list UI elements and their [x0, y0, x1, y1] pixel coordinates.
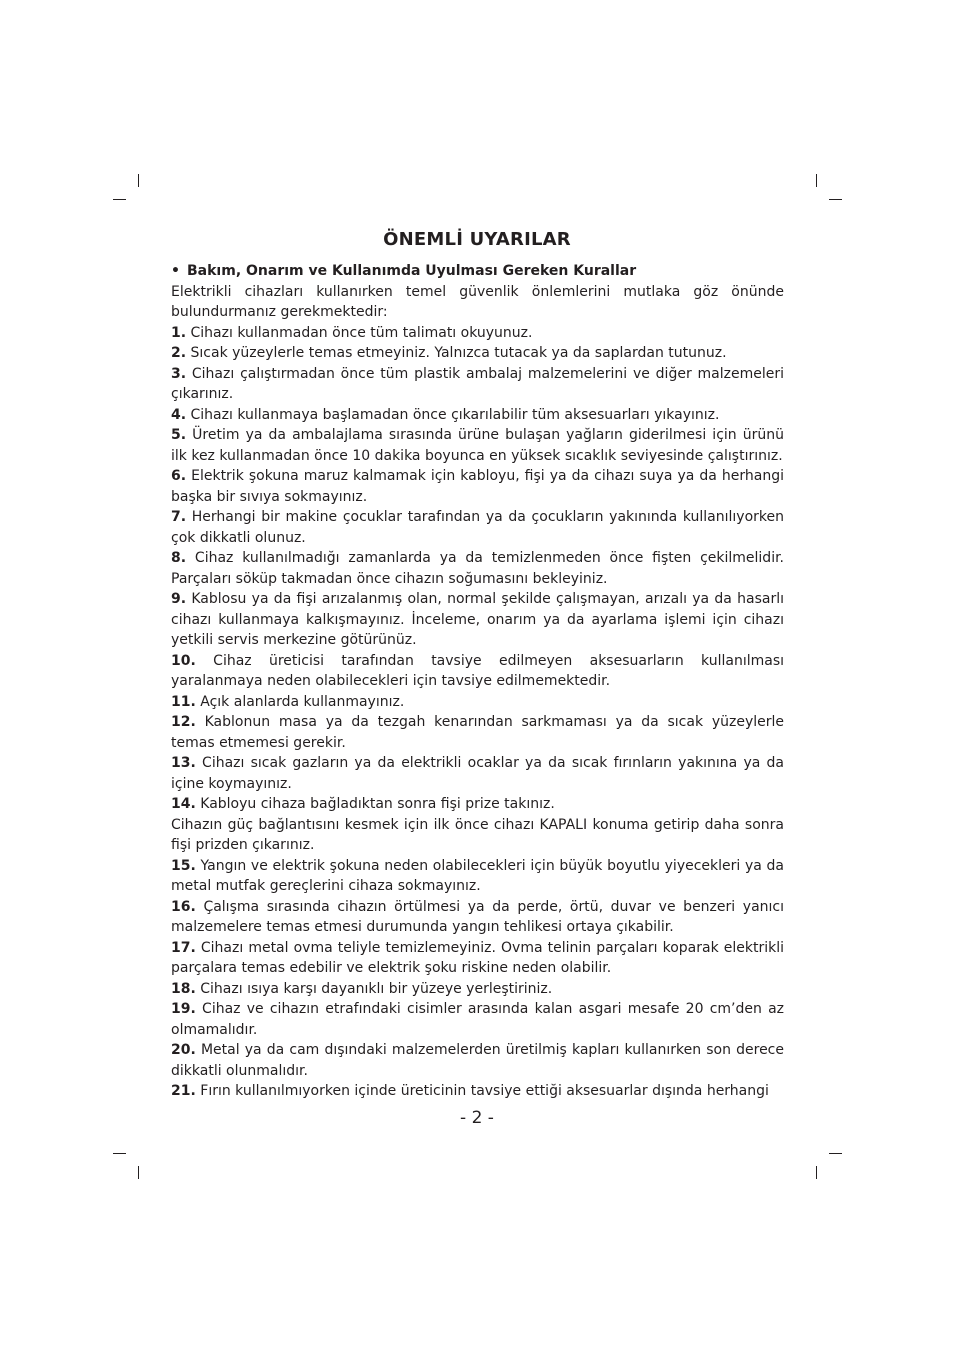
item-text: Kabloyu cihaza bağladıktan sonra fişi prize takınız.	[200, 796, 555, 812]
list-item	[171, 323, 784, 344]
list-item	[171, 753, 784, 794]
item-text: Cihazı metal ovma teliyle temizlemeyiniz. Ovma telinin parçaları koparak elektrikli parçalara temas edebilir ve elektrik şoku riskine neden olabilir.	[171, 939, 784, 976]
item-text: Herhangi bir makine çocuklar tarafından ya da çocukların yakınında kullanılıyorken çok dikkatli olunuz.	[171, 509, 784, 546]
item-text: Çalışma sırasında cihazın örtülmesi ya da perde, örtü, duvar ve benzeri yanıcı malzemelere temas etmesi durumunda yangın tehlikesi ortaya çıkabilir.	[171, 898, 784, 935]
list-item	[171, 1040, 784, 1081]
item-text: Cihazı kullanmaya başlamadan önce çıkarılabilir tüm aksesuarları yıkayınız.	[190, 406, 720, 423]
item-text: Cihaz kullanılmadığı zamanlarda ya da temizlenmeden önce fişten çekilmelidir. Parçaları söküp takmadan önce cihazın soğumasını bekleyiniz.	[171, 550, 785, 587]
section-heading-text: Bakım, Onarım ve Kullanımda Uyulması Gereken Kurallar	[187, 263, 637, 279]
item-number: 17.	[171, 939, 196, 956]
warnings-section	[171, 261, 784, 1102]
list-item	[171, 548, 784, 589]
page-title: ÖNEMLİ UYARILAR	[383, 229, 571, 250]
item-text: Sıcak yüzeylerle temas etmeyiniz. Yalnızca tutacak ya da saplardan tutunuz.	[190, 345, 727, 361]
item-number: 14.	[171, 796, 196, 812]
list-item	[171, 651, 784, 692]
list-item	[171, 507, 784, 548]
item-number: 21.	[171, 1083, 196, 1099]
list-item	[171, 897, 784, 938]
item-number: 3.	[171, 365, 187, 382]
item-number: 1.	[171, 324, 187, 341]
item-text: Cihazı çalıştırmadan önce tüm plastik ambalaj malzemelerini ve diğer malzemeleri çıkarınız.	[171, 365, 784, 402]
crop-mark	[138, 174, 139, 187]
item-text: Elektrik şokuna maruz kalmamak için kabloyu, fişi ya da cihazı suya ya da herhangi başka bir sıvıya sokmayınız.	[171, 468, 784, 505]
list-item	[171, 425, 784, 466]
crop-mark	[829, 1153, 842, 1154]
warning-list	[171, 323, 784, 1102]
list-item	[171, 405, 784, 426]
list-item	[171, 712, 784, 753]
item-text: Metal ya da cam dışındaki malzemelerden üretilmiş kapları kullanırken son derece dikkatli olunmalıdır.	[171, 1042, 784, 1079]
list-item	[171, 466, 784, 507]
list-item	[171, 589, 784, 651]
list-item	[171, 1081, 784, 1102]
item-text: Yangın ve elektrik şokuna neden olabilecekleri için büyük boyutlu yiyecekleri ya da metal mutfak gereçlerini cihaza sokmayınız.	[171, 857, 785, 894]
item-number: 6.	[171, 468, 187, 484]
item-text: Üretim ya da ambalajlama sırasında ürüne bulaşan yağların giderilmesi için ürünü ilk kez kullanmadan önce 10 dakika boyunca en yüksek sıcaklık seviyesinde çalıştırınız.	[171, 427, 784, 464]
item-number: 7.	[171, 509, 187, 525]
section-heading	[171, 261, 784, 282]
crop-mark	[816, 174, 817, 187]
item-text: Fırın kullanılmıyorken içinde üreticinin tavsiye ettiği aksesuarlar dışında herhangi	[200, 1083, 769, 1099]
item-number: 19.	[171, 1001, 196, 1017]
item-text: Cihazı ısıya karşı dayanıklı bir yüzeye yerleştiriniz.	[200, 980, 553, 997]
item-number: 10.	[171, 652, 196, 669]
item-text: Kablonun masa ya da tezgah kenarından sarkmaması ya da sıcak yüzeylerle temas etmemesi gerekir.	[171, 714, 784, 751]
item-number: 11.	[171, 693, 196, 710]
item-text: Cihazın güç bağlantısını kesmek için ilk önce cihazı KAPALI konuma getirip daha sonra fişi prizden çıkarınız.	[171, 816, 784, 853]
list-item	[171, 938, 784, 979]
list-item	[171, 343, 784, 364]
list-item	[171, 856, 784, 897]
crop-mark	[829, 199, 842, 200]
item-text: Açık alanlarda kullanmayınız.	[200, 693, 405, 710]
item-number: 2.	[171, 345, 187, 361]
list-item	[171, 692, 784, 713]
item-number: 20.	[171, 1042, 196, 1058]
bullet: •	[171, 263, 180, 279]
item-number: 18.	[171, 980, 196, 997]
item-text: Cihazı sıcak gazların ya da elektrikli ocaklar ya da sıcak fırınların yakınına ya da içine koymayınız.	[171, 755, 784, 792]
item-number: 5.	[171, 427, 187, 443]
crop-mark	[816, 1166, 817, 1179]
item-number: 12.	[171, 714, 196, 730]
item-number: 16.	[171, 898, 196, 915]
item-text: Kablosu ya da fişi arızalanmış olan, normal şekilde çalışmayan, arızalı ya da hasarlı cihazı kullanmaya kalkışmayınız. İnceleme, onarım ya da ayarlama işlemi için cihazı yetkili servis merkezine götürünüz.	[171, 591, 785, 648]
list-item	[171, 815, 784, 856]
page-number: - 2 -	[460, 1108, 494, 1128]
item-number: 4.	[171, 406, 187, 423]
item-text: Cihaz ve cihazın etrafındaki cisimler arasında kalan asgari mesafe 20 cm’den az olmamalıdır.	[171, 1001, 785, 1038]
list-item	[171, 979, 784, 1000]
item-text: Cihaz üreticisi tarafından tavsiye edilmeyen aksesuarların kullanılması yaralanmaya neden olabilecekleri için tavsiye edilmemektedir.	[171, 652, 785, 689]
list-item	[171, 794, 784, 815]
intro-paragraph: Elektrikli cihazları kullanırken temel güvenlik önlemlerini mutlaka göz önünde bulundurmanız gerekmektedir:	[171, 283, 784, 320]
item-number: 13.	[171, 755, 196, 771]
item-number: 8.	[171, 550, 187, 566]
crop-mark	[138, 1166, 139, 1179]
list-item	[171, 999, 784, 1040]
item-text: Cihazı kullanmadan önce tüm talimatı okuyunuz.	[190, 324, 533, 341]
item-number: 9.	[171, 591, 187, 607]
item-number: 15.	[171, 857, 196, 874]
list-item	[171, 364, 784, 405]
crop-mark	[113, 199, 126, 200]
crop-mark	[113, 1153, 126, 1154]
